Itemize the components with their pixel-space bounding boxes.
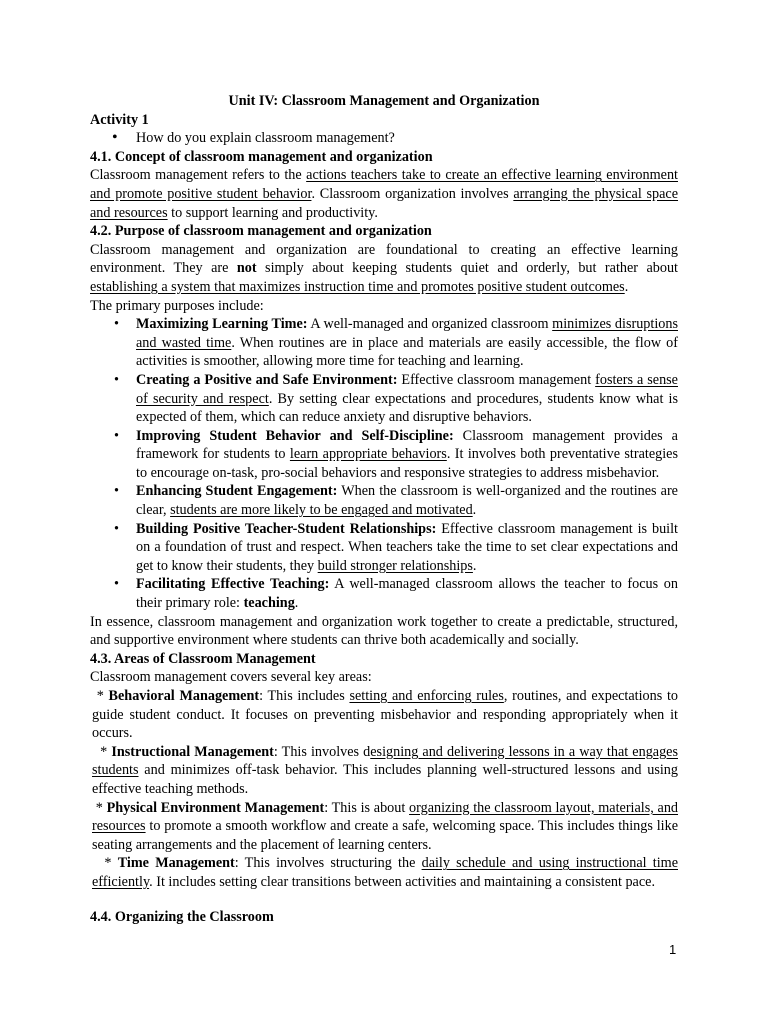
text: Classroom management provides a framework for students to — [136, 427, 678, 463]
underlined-text: setting and enforcing rules — [349, 688, 504, 704]
underlined-text: build stronger relationships — [317, 557, 473, 574]
text: : This involves d — [273, 743, 371, 760]
text: to support learning and productivity. — [167, 204, 378, 221]
page-content — [90, 92, 678, 926]
text: simply about keeping students quiet and orderly, but rather about — [256, 260, 678, 277]
text: . Classroom organization involves — [311, 185, 514, 202]
list-item — [90, 520, 678, 576]
text: : This includes — [259, 688, 350, 704]
underlined-text: minimizes disruptions and wasted time — [136, 316, 678, 351]
section-4-4-heading: 4.4. Organizing the Classroom — [90, 908, 274, 925]
area-title: Time Management — [117, 855, 235, 872]
list-item — [90, 482, 678, 519]
text: Classroom management and organization are foundational to creating an effective learning environment. They are — [90, 241, 678, 277]
areas-intro: Classroom management covers several key areas: — [90, 669, 372, 686]
text: A well-managed and organized classroom — [307, 316, 553, 333]
purposes-list — [90, 315, 678, 613]
section-4-2-summary: In essence, classroom management and organization work together to create a predictable, structured, and supportive environment where students can thrive both academically and socially. — [90, 613, 678, 649]
list-item — [90, 427, 678, 483]
item-title: Improving Student Behavior and Self-Discipline: — [136, 427, 454, 444]
page-number: 1 — [669, 942, 677, 957]
text: and minimizes off-task behavior. This includes planning well-structured lessons and using effective teaching methods. — [92, 762, 678, 797]
underlined-text: organizing the classroom layout, materials, and resources — [92, 799, 679, 835]
underlined-text: learn appropriate behaviors — [289, 446, 447, 463]
section-4-3-heading: 4.3. Areas of Classroom Management — [90, 650, 316, 667]
area-paragraph — [90, 687, 678, 743]
purposes-intro: The primary purposes include: — [90, 297, 264, 314]
bold-text: not — [236, 260, 257, 277]
section-4-1-heading: 4.1. Concept of classroom management and organization — [90, 148, 433, 165]
underlined-text: establishing a system that maximizes instruction time and promotes positive student outcomes — [90, 278, 625, 295]
area-paragraph — [90, 854, 678, 891]
area-title: Physical Environment Management — [106, 799, 325, 816]
page-title: Unit IV: Classroom Management and Organization — [228, 93, 540, 109]
text: Effective classroom management — [397, 371, 596, 388]
text: . — [472, 557, 477, 574]
text: Effective classroom management is built on a foundation of trust and respect. When teachers take the time to set clear expectations and get to know their students, they — [136, 520, 678, 574]
text: , routines, and expectations to guide student conduct. It focuses on preventing misbehavior and responding appropriately when it occurs. — [92, 688, 679, 742]
area-title: Instructional Management — [111, 743, 274, 760]
text: . — [472, 502, 477, 519]
item-title: Facilitating Effective Teaching: — [136, 576, 330, 593]
section-4-2-heading: 4.2. Purpose of classroom management and organization — [90, 223, 432, 240]
text: . By setting clear expectations and procedures, students know what is expected of them, which can reduce anxiety and disruptive behaviors. — [136, 390, 679, 426]
asterisk: * — [92, 855, 118, 872]
list-item — [90, 371, 678, 427]
asterisk: * — [92, 799, 107, 816]
underlined-text: actions teachers take to create an effective learning environment and promote positive student behavior — [90, 167, 678, 202]
text: . — [624, 278, 629, 295]
text: to promote a smooth workflow and create a safe, welcoming space. This includes things like seating arrangements and the placement of learning centers. — [92, 818, 678, 853]
section-4-1-paragraph — [90, 166, 678, 222]
spacer — [90, 892, 678, 908]
area-paragraph — [90, 799, 678, 855]
text: A well-managed classroom allows the teacher to focus on their primary role: — [136, 576, 678, 612]
underlined-text: fosters a sense of security and respect — [136, 371, 678, 407]
text: . It includes setting clear transitions between activities and maintaining a consistent pace. — [149, 873, 655, 890]
item-title: Creating a Positive and Safe Environment: — [136, 371, 398, 388]
list-item — [90, 315, 678, 371]
area-paragraph — [90, 743, 678, 799]
underlined-text: arranging the physical space and resources — [90, 185, 679, 221]
text: : This is about — [324, 799, 410, 816]
text: Classroom management refers to the — [90, 167, 307, 184]
text: . When routines are in place and materials are easily accessible, the flow of activities is smoother, allowing more time for teaching and learning. — [136, 334, 678, 370]
text: . — [294, 595, 299, 612]
item-title: Building Positive Teacher-Student Relationships: — [136, 520, 437, 537]
section-4-2-paragraph — [90, 241, 678, 297]
item-title: Maximizing Learning Time: — [136, 316, 308, 333]
area-title: Behavioral Management — [108, 688, 260, 704]
activity-question: • How do you explain classroom management? — [90, 129, 678, 148]
asterisk: * — [92, 743, 112, 760]
text: : This involves structuring the — [234, 855, 422, 872]
text: . It involves both preventative strategies to encourage on-task, pro-social behaviors and responsive strategies to address misbehavior. — [136, 446, 678, 481]
underlined-text: esigning and delivering lessons in a way that engages students — [92, 743, 678, 779]
underlined-text: students are more likely to be engaged and motivated — [170, 502, 473, 519]
activity-heading: Activity 1 — [90, 111, 149, 128]
item-title: Enhancing Student Engagement: — [136, 483, 338, 500]
text: When the classroom is well-organized and the routines are clear, — [136, 483, 678, 519]
activity-question-list — [90, 129, 678, 148]
list-item — [90, 575, 678, 612]
bold-text: teaching — [243, 595, 295, 612]
underlined-text: daily schedule and using instructional time efficiently — [92, 855, 678, 890]
asterisk: * — [92, 688, 109, 704]
